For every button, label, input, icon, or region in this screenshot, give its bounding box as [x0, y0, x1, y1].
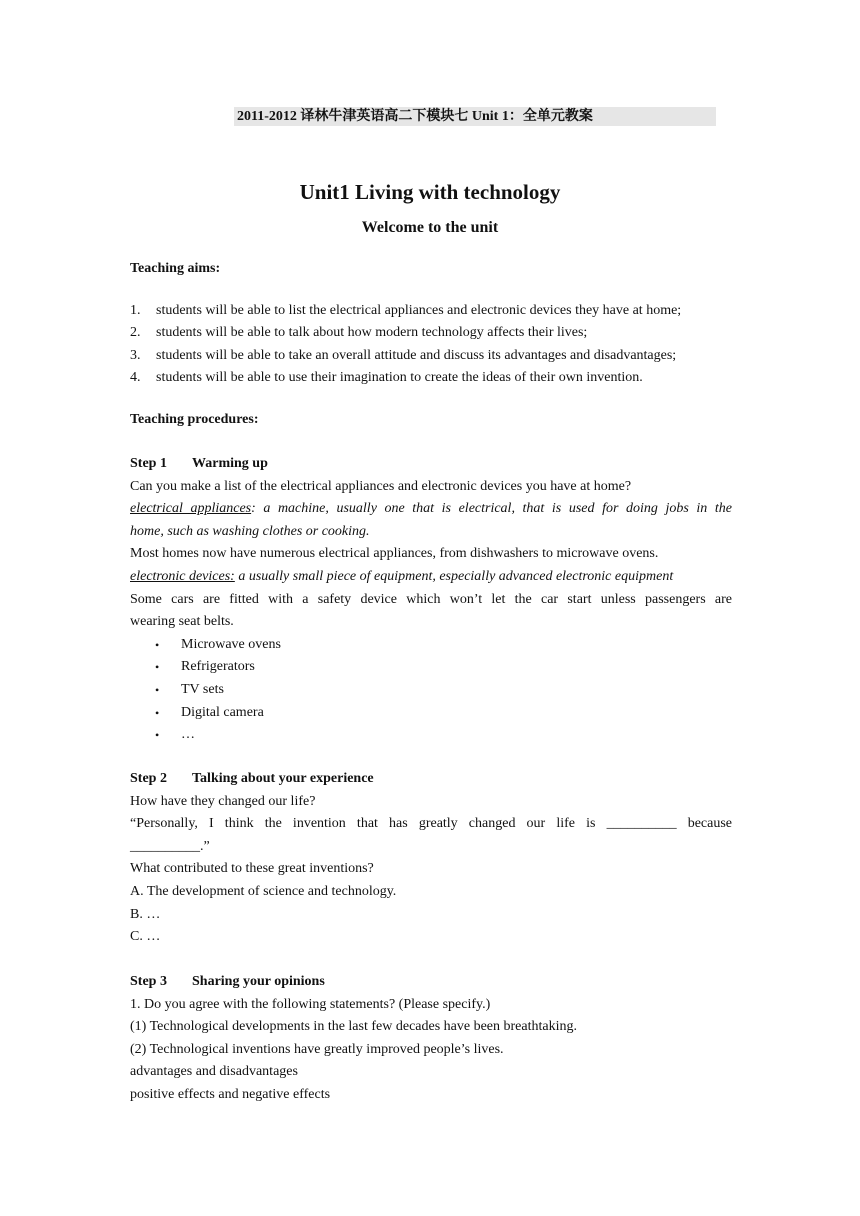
- discussion-point: advantages and disadvantages: [130, 1064, 298, 1080]
- aims-list-item: [130, 345, 732, 368]
- list-item: [155, 702, 732, 725]
- step3-label: Step 3: [130, 974, 167, 989]
- list-item: [155, 724, 732, 747]
- option-b: B. …: [130, 906, 161, 922]
- aims-item-number: 3.: [130, 347, 141, 363]
- step2-heading: [130, 768, 732, 791]
- statement-1: (1) Technological developments in the last few decades have been breathtaking.: [130, 1019, 577, 1035]
- definition-text-continued: home, such as washing clothes or cooking.: [130, 523, 370, 539]
- definition-text: : a machine, usually one that is electrical, that is used for doing jobs in the: [251, 501, 732, 517]
- aims-item-text: students will be able to list the electrical appliances and electronic devices they have at home;: [156, 302, 682, 318]
- list-item-text: Digital camera: [181, 704, 264, 720]
- bullet-icon: •: [155, 705, 160, 720]
- list-item-text: TV sets: [181, 681, 224, 697]
- aims-item-number: 2.: [130, 325, 141, 341]
- list-item: [155, 679, 732, 702]
- option-a: A. The development of science and technology.: [130, 883, 397, 899]
- step3-section: [130, 971, 732, 1107]
- list-item: [155, 656, 732, 679]
- aims-list-item: [130, 367, 732, 390]
- section-subtitle: Welcome to the unit: [361, 219, 499, 236]
- step1-section: [130, 453, 732, 747]
- bullet-icon: •: [155, 637, 160, 652]
- aims-list-item: [130, 322, 732, 345]
- aims-item-text: students will be able to take an overall attitude and discuss its advantages and disadvantages;: [156, 347, 677, 363]
- aims-item-number: 4.: [130, 370, 141, 386]
- teaching-procedures-section: [130, 409, 732, 432]
- aims-list: [130, 300, 732, 390]
- definition-term: electrical appliances: [130, 501, 252, 517]
- list-item-text: Microwave ovens: [181, 636, 281, 652]
- definition-electrical-appliances: [130, 498, 732, 521]
- step3-question: 1. Do you agree with the following statements? (Please specify.): [130, 996, 491, 1012]
- statement-2: (2) Technological inventions have greatly improved people’s lives.: [130, 1041, 504, 1057]
- step2-section: [130, 768, 732, 949]
- definition-term: electronic devices:: [130, 568, 235, 584]
- document-header: 2011-2012 译林牛津英语高二下模块七 Unit 1：全单元教案: [234, 107, 716, 126]
- fill-in-sentence-continued: __________.”: [130, 838, 210, 854]
- step2-label: Step 2: [130, 771, 167, 786]
- step1-question: Can you make a list of the electrical appliances and electronic devices you have at home?: [130, 478, 632, 494]
- step1-label: Step 1: [130, 456, 167, 471]
- step1-title: Warming up: [192, 456, 268, 471]
- example-sentence: Some cars are fitted with a safety device which won’t let the car start unless passengers are: [130, 591, 732, 607]
- aims-item-text: students will be able to use their imagination to create the ideas of their own invention.: [156, 370, 643, 386]
- unit-title: Unit1 Living with technology: [299, 180, 561, 204]
- option-c: C. …: [130, 929, 161, 945]
- definition-text: a usually small piece of equipment, especially advanced electronic equipment: [234, 568, 674, 584]
- teaching-aims-heading: Teaching aims:: [130, 261, 221, 276]
- teaching-procedures-heading: Teaching procedures:: [130, 412, 259, 427]
- aims-item-number: 1.: [130, 302, 141, 318]
- aims-list-item: [130, 300, 732, 323]
- step2-title: Talking about your experience: [192, 771, 374, 786]
- step1-heading: [130, 453, 732, 476]
- step3-title: Sharing your opinions: [192, 974, 325, 989]
- bullet-icon: •: [155, 728, 160, 743]
- teaching-aims-section: [130, 258, 732, 390]
- list-item: [155, 634, 732, 657]
- bullet-icon: •: [155, 660, 160, 675]
- example-sentence: Most homes now have numerous electrical appliances, from dishwashers to microwave ovens.: [130, 546, 659, 562]
- step2-question-2: What contributed to these great inventions?: [130, 861, 374, 877]
- discussion-point: positive effects and negative effects: [130, 1086, 331, 1102]
- definition-electronic-devices: [130, 566, 732, 589]
- example-sentence-continued: wearing seat belts.: [130, 614, 234, 630]
- aims-item-text: students will be able to talk about how modern technology affects their lives;: [156, 325, 588, 341]
- list-item-text: …: [181, 727, 195, 743]
- list-item-text: Refrigerators: [181, 659, 255, 675]
- appliance-bullet-list: [130, 634, 732, 747]
- step2-question: How have they changed our life?: [130, 793, 316, 809]
- fill-in-sentence: “Personally, I think the invention that has greatly changed our life is __________ because: [130, 816, 732, 832]
- step3-heading: [130, 971, 732, 994]
- bullet-icon: •: [155, 682, 160, 697]
